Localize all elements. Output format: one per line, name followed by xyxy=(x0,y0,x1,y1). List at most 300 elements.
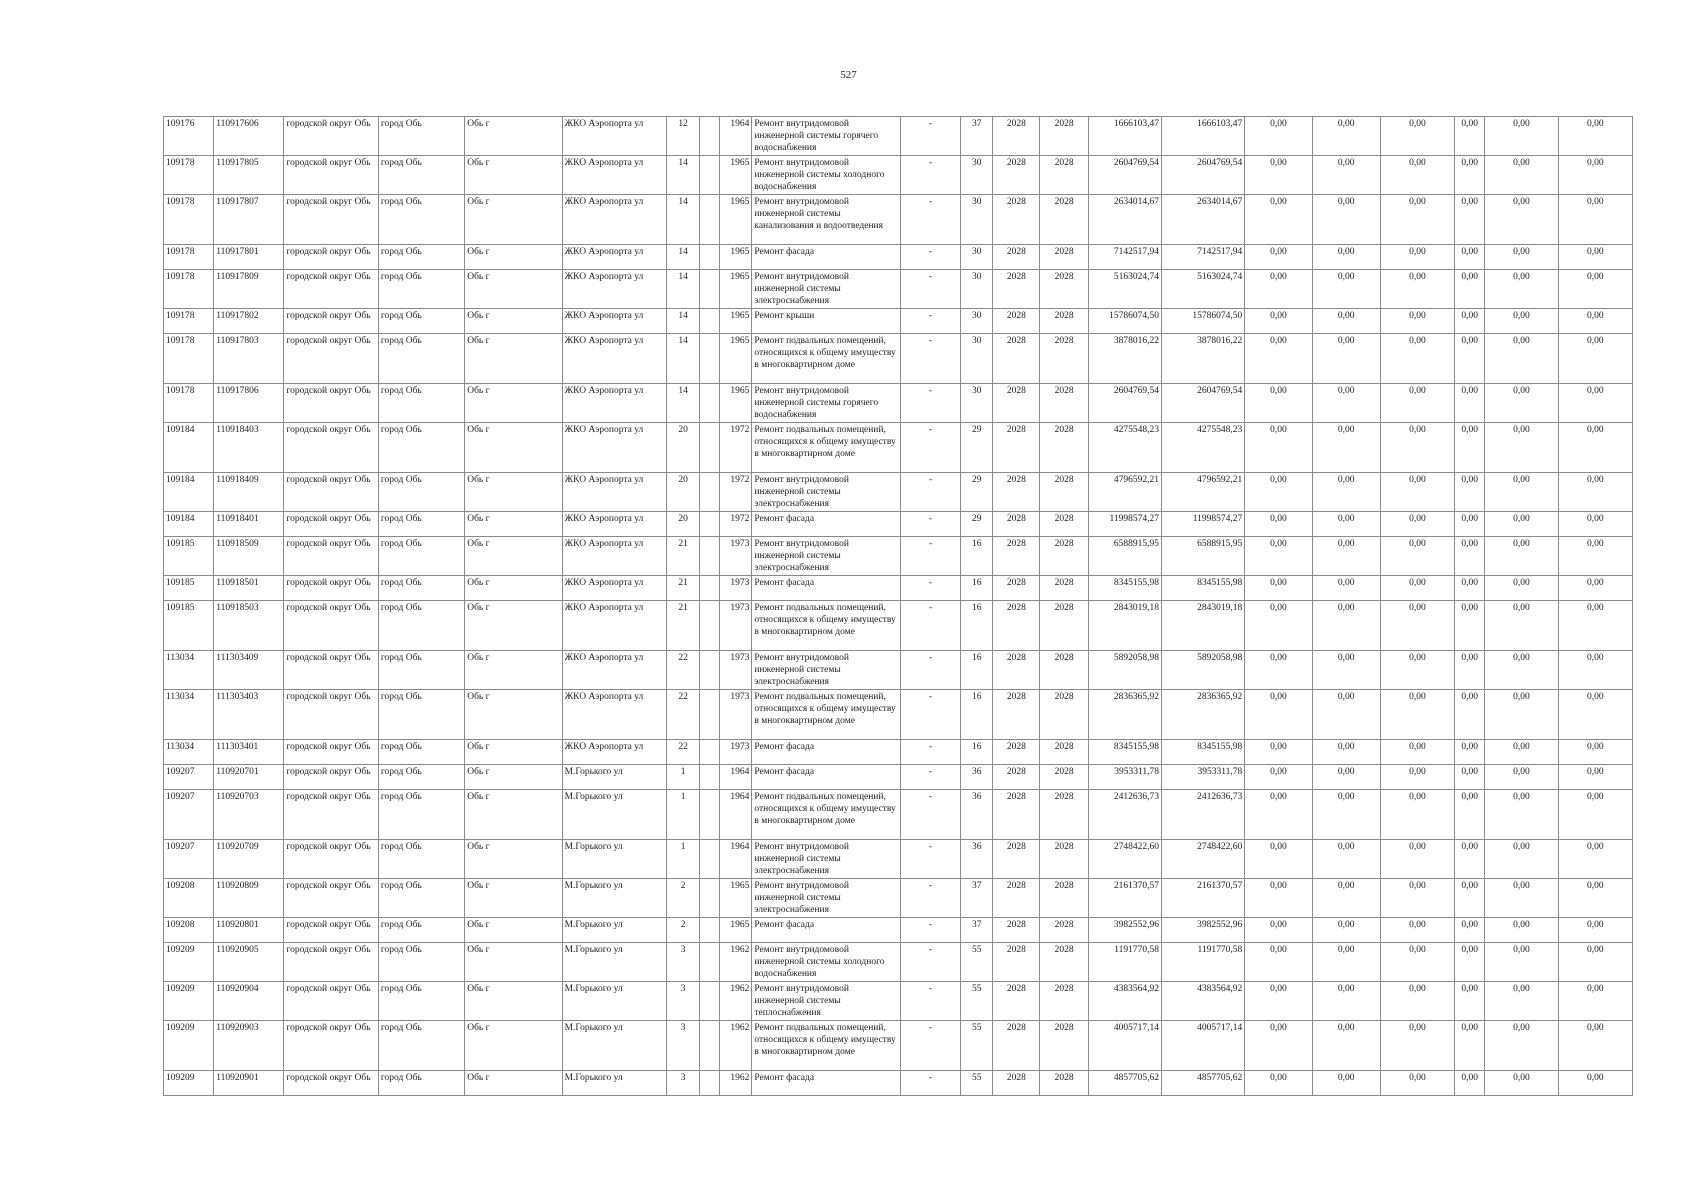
cell-fund-other: 0,00 xyxy=(1485,943,1558,982)
cell-fund-federal: 0,00 xyxy=(1245,384,1312,423)
cell-settlement: город Обь xyxy=(378,765,464,790)
cell-municipal-district: городской округ Обь xyxy=(284,512,378,537)
cell-cost-other: 0,00 xyxy=(1558,156,1632,195)
cell-cost-regional: 2748422,60 xyxy=(1161,840,1244,879)
cell-plan-year-end: 2028 xyxy=(1040,918,1088,943)
cell-house-number: 1 xyxy=(667,765,700,790)
cell-cost-regional: 4796592,21 xyxy=(1161,473,1244,512)
cell-cost-other: 0,00 xyxy=(1558,334,1632,384)
cell-cost-regional: 6588915,95 xyxy=(1161,537,1244,576)
cell-work-unit: - xyxy=(900,840,960,879)
cell-street: ЖКО Аэропорта ул xyxy=(562,334,666,384)
cell-municipal-district: городской округ Обь xyxy=(284,943,378,982)
table-row xyxy=(164,270,1633,309)
cell-municipal-district: городской округ Обь xyxy=(284,651,378,690)
cell-work-unit: - xyxy=(900,270,960,309)
cell-wear-percent: 29 xyxy=(961,423,993,473)
cell-locality: Обь г xyxy=(465,537,562,576)
cell-work-type: Ремонт крыши xyxy=(752,309,901,334)
table-row xyxy=(164,245,1633,270)
cell-plan-year-start: 2028 xyxy=(993,765,1040,790)
cell-locality: Обь г xyxy=(465,576,562,601)
cell-year-built: 1965 xyxy=(720,195,752,245)
cell-cost-total: 15786074,50 xyxy=(1088,309,1161,334)
table-row xyxy=(164,601,1633,651)
cell-municipal-district: городской округ Обь xyxy=(284,537,378,576)
cell-cost-regional: 1666103,47 xyxy=(1161,117,1244,156)
table-row xyxy=(164,537,1633,576)
cell-fund-federal: 0,00 xyxy=(1245,117,1312,156)
cell-plan-year-start: 2028 xyxy=(993,537,1040,576)
table-row xyxy=(164,512,1633,537)
page-number: 527 xyxy=(840,69,857,81)
cell-fund-regional: 0,00 xyxy=(1312,740,1380,765)
cell-fund-federal: 0,00 xyxy=(1245,765,1312,790)
cell-work-id: 110920901 xyxy=(214,1071,284,1096)
cell-building xyxy=(700,195,720,245)
cell-house-id: 109178 xyxy=(164,334,214,384)
cell-municipal-district: городской округ Обь xyxy=(284,576,378,601)
cell-locality: Обь г xyxy=(465,334,562,384)
cell-plan-year-start: 2028 xyxy=(993,156,1040,195)
cell-cost-other: 0,00 xyxy=(1558,918,1632,943)
cell-work-type: Ремонт фасада xyxy=(752,1071,901,1096)
cell-fund-federal: 0,00 xyxy=(1245,982,1312,1021)
table-row xyxy=(164,879,1633,918)
cell-plan-year-end: 2028 xyxy=(1040,740,1088,765)
cell-work-type: Ремонт внутридомовой инженерной системы электроснабжения xyxy=(752,879,901,918)
cell-work-type: Ремонт подвальных помещений, относящихся к общему имуществу в многоквартирном доме xyxy=(752,690,901,740)
cell-fund-local: 0,00 xyxy=(1380,765,1454,790)
cell-street: М.Горького ул xyxy=(562,1071,666,1096)
cell-house-number: 12 xyxy=(667,117,700,156)
cell-settlement: город Обь xyxy=(378,790,464,840)
cell-fund-regional: 0,00 xyxy=(1312,384,1380,423)
cell-street: М.Горького ул xyxy=(562,765,666,790)
cell-work-type: Ремонт внутридомовой инженерной системы канализования и водоотведения xyxy=(752,195,901,245)
cell-work-type: Ремонт внутридомовой инженерной системы холодного водоснабжения xyxy=(752,156,901,195)
cell-plan-year-start: 2028 xyxy=(993,601,1040,651)
cell-year-built: 1962 xyxy=(720,943,752,982)
cell-settlement: город Обь xyxy=(378,943,464,982)
cell-fund-federal: 0,00 xyxy=(1245,840,1312,879)
cell-fund-local: 0,00 xyxy=(1380,384,1454,423)
cell-house-id: 109178 xyxy=(164,195,214,245)
cell-cost-other: 0,00 xyxy=(1558,879,1632,918)
cell-fund-federal: 0,00 xyxy=(1245,1071,1312,1096)
cell-fund-regional: 0,00 xyxy=(1312,1021,1380,1071)
cell-locality: Обь г xyxy=(465,384,562,423)
cell-fund-regional: 0,00 xyxy=(1312,879,1380,918)
cell-cost-other: 0,00 xyxy=(1558,117,1632,156)
cell-street: ЖКО Аэропорта ул xyxy=(562,651,666,690)
cell-cost-total: 2748422,60 xyxy=(1088,840,1161,879)
cell-house-id: 109178 xyxy=(164,270,214,309)
cell-year-built: 1964 xyxy=(720,117,752,156)
cell-plan-year-start: 2028 xyxy=(993,790,1040,840)
cell-cost-other: 0,00 xyxy=(1558,384,1632,423)
cell-locality: Обь г xyxy=(465,117,562,156)
cell-cost-other: 0,00 xyxy=(1558,740,1632,765)
cell-work-id: 110918403 xyxy=(214,423,284,473)
cell-cost-total: 11998574,27 xyxy=(1088,512,1161,537)
cell-plan-year-end: 2028 xyxy=(1040,576,1088,601)
cell-locality: Обь г xyxy=(465,765,562,790)
cell-work-type: Ремонт фасада xyxy=(752,245,901,270)
cell-street: М.Горького ул xyxy=(562,790,666,840)
cell-fund-other: 0,00 xyxy=(1485,384,1558,423)
table-body xyxy=(164,117,1633,1096)
cell-fund-regional: 0,00 xyxy=(1312,840,1380,879)
cell-cost-regional: 2412636,73 xyxy=(1161,790,1244,840)
cell-cost-regional: 4005717,14 xyxy=(1161,1021,1244,1071)
cell-fund-owners: 0,00 xyxy=(1455,740,1485,765)
cell-fund-other: 0,00 xyxy=(1485,840,1558,879)
capital-repair-table xyxy=(163,116,1633,1096)
cell-cost-regional: 3953311,78 xyxy=(1161,765,1244,790)
table-row xyxy=(164,473,1633,512)
cell-wear-percent: 36 xyxy=(961,790,993,840)
cell-fund-owners: 0,00 xyxy=(1455,879,1485,918)
cell-house-number: 21 xyxy=(667,601,700,651)
cell-work-id: 110917809 xyxy=(214,270,284,309)
cell-year-built: 1965 xyxy=(720,309,752,334)
cell-building xyxy=(700,309,720,334)
table-row xyxy=(164,982,1633,1021)
cell-work-id: 110920905 xyxy=(214,943,284,982)
cell-street: М.Горького ул xyxy=(562,943,666,982)
cell-work-type: Ремонт фасада xyxy=(752,765,901,790)
cell-house-number: 14 xyxy=(667,334,700,384)
cell-municipal-district: городской округ Обь xyxy=(284,918,378,943)
cell-fund-owners: 0,00 xyxy=(1455,765,1485,790)
cell-wear-percent: 55 xyxy=(961,1071,993,1096)
cell-settlement: город Обь xyxy=(378,334,464,384)
cell-year-built: 1972 xyxy=(720,423,752,473)
cell-work-type: Ремонт подвальных помещений, относящихся к общему имуществу в многоквартирном доме xyxy=(752,601,901,651)
cell-house-number: 14 xyxy=(667,384,700,423)
cell-settlement: город Обь xyxy=(378,576,464,601)
cell-fund-other: 0,00 xyxy=(1485,117,1558,156)
cell-work-type: Ремонт внутридомовой инженерной системы горячего водоснабжения xyxy=(752,117,901,156)
cell-cost-regional: 2843019,18 xyxy=(1161,601,1244,651)
cell-work-unit: - xyxy=(900,473,960,512)
cell-house-id: 113034 xyxy=(164,690,214,740)
cell-locality: Обь г xyxy=(465,943,562,982)
cell-building xyxy=(700,473,720,512)
cell-fund-local: 0,00 xyxy=(1380,740,1454,765)
cell-locality: Обь г xyxy=(465,309,562,334)
cell-house-id: 109184 xyxy=(164,512,214,537)
cell-wear-percent: 55 xyxy=(961,1021,993,1071)
table-row xyxy=(164,423,1633,473)
cell-fund-regional: 0,00 xyxy=(1312,790,1380,840)
cell-fund-regional: 0,00 xyxy=(1312,982,1380,1021)
cell-work-id: 110918501 xyxy=(214,576,284,601)
cell-cost-other: 0,00 xyxy=(1558,195,1632,245)
cell-fund-regional: 0,00 xyxy=(1312,423,1380,473)
cell-plan-year-start: 2028 xyxy=(993,1021,1040,1071)
cell-fund-regional: 0,00 xyxy=(1312,651,1380,690)
cell-work-unit: - xyxy=(900,1071,960,1096)
cell-building xyxy=(700,117,720,156)
cell-fund-local: 0,00 xyxy=(1380,473,1454,512)
cell-wear-percent: 36 xyxy=(961,840,993,879)
cell-fund-federal: 0,00 xyxy=(1245,740,1312,765)
cell-street: М.Горького ул xyxy=(562,879,666,918)
cell-work-unit: - xyxy=(900,245,960,270)
cell-house-number: 3 xyxy=(667,1021,700,1071)
cell-plan-year-end: 2028 xyxy=(1040,840,1088,879)
cell-house-number: 20 xyxy=(667,473,700,512)
cell-work-unit: - xyxy=(900,651,960,690)
cell-house-id: 109208 xyxy=(164,879,214,918)
cell-year-built: 1964 xyxy=(720,765,752,790)
cell-fund-regional: 0,00 xyxy=(1312,473,1380,512)
cell-year-built: 1965 xyxy=(720,270,752,309)
cell-house-id: 109184 xyxy=(164,473,214,512)
cell-house-number: 21 xyxy=(667,576,700,601)
cell-year-built: 1973 xyxy=(720,576,752,601)
cell-work-id: 110920904 xyxy=(214,982,284,1021)
cell-locality: Обь г xyxy=(465,195,562,245)
cell-fund-regional: 0,00 xyxy=(1312,195,1380,245)
cell-building xyxy=(700,1071,720,1096)
cell-house-id: 109176 xyxy=(164,117,214,156)
cell-fund-local: 0,00 xyxy=(1380,512,1454,537)
cell-municipal-district: городской округ Обь xyxy=(284,601,378,651)
cell-municipal-district: городской округ Обь xyxy=(284,334,378,384)
cell-work-type: Ремонт внутридомовой инженерной системы электроснабжения xyxy=(752,651,901,690)
cell-house-id: 109209 xyxy=(164,1021,214,1071)
cell-work-unit: - xyxy=(900,690,960,740)
cell-house-id: 109209 xyxy=(164,982,214,1021)
cell-plan-year-end: 2028 xyxy=(1040,245,1088,270)
cell-cost-other: 0,00 xyxy=(1558,423,1632,473)
cell-plan-year-start: 2028 xyxy=(993,690,1040,740)
cell-settlement: город Обь xyxy=(378,601,464,651)
cell-settlement: город Обь xyxy=(378,840,464,879)
cell-wear-percent: 37 xyxy=(961,879,993,918)
cell-cost-other: 0,00 xyxy=(1558,473,1632,512)
cell-house-id: 109178 xyxy=(164,245,214,270)
cell-fund-local: 0,00 xyxy=(1380,943,1454,982)
cell-plan-year-end: 2028 xyxy=(1040,765,1088,790)
cell-street: ЖКО Аэропорта ул xyxy=(562,270,666,309)
cell-cost-total: 5163024,74 xyxy=(1088,270,1161,309)
cell-house-id: 109178 xyxy=(164,309,214,334)
cell-fund-local: 0,00 xyxy=(1380,601,1454,651)
cell-fund-regional: 0,00 xyxy=(1312,537,1380,576)
cell-plan-year-end: 2028 xyxy=(1040,156,1088,195)
cell-street: ЖКО Аэропорта ул xyxy=(562,423,666,473)
table-row xyxy=(164,384,1633,423)
cell-work-unit: - xyxy=(900,943,960,982)
cell-cost-regional: 5892058,98 xyxy=(1161,651,1244,690)
cell-building xyxy=(700,840,720,879)
cell-house-id: 109207 xyxy=(164,765,214,790)
cell-fund-federal: 0,00 xyxy=(1245,601,1312,651)
cell-cost-other: 0,00 xyxy=(1558,245,1632,270)
cell-plan-year-end: 2028 xyxy=(1040,270,1088,309)
cell-fund-local: 0,00 xyxy=(1380,156,1454,195)
cell-locality: Обь г xyxy=(465,1021,562,1071)
cell-plan-year-end: 2028 xyxy=(1040,195,1088,245)
cell-fund-owners: 0,00 xyxy=(1455,690,1485,740)
table-row xyxy=(164,117,1633,156)
cell-fund-other: 0,00 xyxy=(1485,1021,1558,1071)
cell-year-built: 1973 xyxy=(720,601,752,651)
cell-municipal-district: городской округ Обь xyxy=(284,195,378,245)
cell-fund-local: 0,00 xyxy=(1380,334,1454,384)
cell-municipal-district: городской округ Обь xyxy=(284,690,378,740)
cell-wear-percent: 30 xyxy=(961,245,993,270)
cell-fund-local: 0,00 xyxy=(1380,690,1454,740)
cell-fund-local: 0,00 xyxy=(1380,117,1454,156)
cell-work-id: 110917606 xyxy=(214,117,284,156)
cell-locality: Обь г xyxy=(465,879,562,918)
cell-wear-percent: 30 xyxy=(961,334,993,384)
table-row xyxy=(164,576,1633,601)
cell-house-id: 109209 xyxy=(164,943,214,982)
cell-wear-percent: 16 xyxy=(961,601,993,651)
cell-locality: Обь г xyxy=(465,601,562,651)
cell-settlement: город Обь xyxy=(378,1071,464,1096)
cell-house-number: 14 xyxy=(667,195,700,245)
cell-fund-other: 0,00 xyxy=(1485,576,1558,601)
cell-cost-total: 3982552,96 xyxy=(1088,918,1161,943)
cell-municipal-district: городской округ Обь xyxy=(284,117,378,156)
cell-cost-regional: 4857705,62 xyxy=(1161,1071,1244,1096)
cell-work-type: Ремонт фасада xyxy=(752,918,901,943)
cell-street: ЖКО Аэропорта ул xyxy=(562,195,666,245)
cell-street: ЖКО Аэропорта ул xyxy=(562,601,666,651)
cell-work-id: 110920701 xyxy=(214,765,284,790)
cell-settlement: город Обь xyxy=(378,982,464,1021)
cell-fund-other: 0,00 xyxy=(1485,195,1558,245)
cell-plan-year-end: 2028 xyxy=(1040,690,1088,740)
cell-settlement: город Обь xyxy=(378,270,464,309)
cell-plan-year-start: 2028 xyxy=(993,918,1040,943)
cell-work-type: Ремонт внутридомовой инженерной системы электроснабжения xyxy=(752,473,901,512)
cell-house-number: 2 xyxy=(667,879,700,918)
cell-work-type: Ремонт внутридомовой инженерной системы теплоснабжения xyxy=(752,982,901,1021)
cell-house-id: 113034 xyxy=(164,651,214,690)
cell-cost-other: 0,00 xyxy=(1558,537,1632,576)
cell-plan-year-start: 2028 xyxy=(993,334,1040,384)
cell-fund-other: 0,00 xyxy=(1485,765,1558,790)
cell-plan-year-start: 2028 xyxy=(993,1071,1040,1096)
cell-work-type: Ремонт внутридомовой инженерной системы холодного водоснабжения xyxy=(752,943,901,982)
cell-settlement: город Обь xyxy=(378,473,464,512)
cell-plan-year-end: 2028 xyxy=(1040,879,1088,918)
cell-fund-regional: 0,00 xyxy=(1312,117,1380,156)
cell-fund-federal: 0,00 xyxy=(1245,918,1312,943)
cell-year-built: 1965 xyxy=(720,156,752,195)
cell-fund-regional: 0,00 xyxy=(1312,156,1380,195)
cell-plan-year-start: 2028 xyxy=(993,576,1040,601)
cell-building xyxy=(700,601,720,651)
table-row xyxy=(164,918,1633,943)
cell-fund-federal: 0,00 xyxy=(1245,270,1312,309)
cell-street: ЖКО Аэропорта ул xyxy=(562,156,666,195)
table-row xyxy=(164,156,1633,195)
cell-house-number: 22 xyxy=(667,740,700,765)
cell-work-unit: - xyxy=(900,765,960,790)
cell-house-id: 109207 xyxy=(164,840,214,879)
cell-locality: Обь г xyxy=(465,270,562,309)
cell-settlement: город Обь xyxy=(378,651,464,690)
cell-fund-local: 0,00 xyxy=(1380,576,1454,601)
cell-year-built: 1973 xyxy=(720,537,752,576)
cell-fund-owners: 0,00 xyxy=(1455,918,1485,943)
cell-fund-local: 0,00 xyxy=(1380,840,1454,879)
cell-street: ЖКО Аэропорта ул xyxy=(562,245,666,270)
cell-work-unit: - xyxy=(900,309,960,334)
cell-wear-percent: 29 xyxy=(961,512,993,537)
cell-house-number: 2 xyxy=(667,918,700,943)
cell-cost-other: 0,00 xyxy=(1558,765,1632,790)
cell-fund-federal: 0,00 xyxy=(1245,309,1312,334)
cell-house-id: 109178 xyxy=(164,156,214,195)
cell-work-id: 110920903 xyxy=(214,1021,284,1071)
cell-plan-year-end: 2028 xyxy=(1040,601,1088,651)
cell-street: М.Горького ул xyxy=(562,1021,666,1071)
cell-year-built: 1965 xyxy=(720,384,752,423)
cell-building xyxy=(700,334,720,384)
cell-work-id: 110920709 xyxy=(214,840,284,879)
cell-fund-federal: 0,00 xyxy=(1245,651,1312,690)
table-row xyxy=(164,1021,1633,1071)
cell-street: ЖКО Аэропорта ул xyxy=(562,740,666,765)
cell-settlement: город Обь xyxy=(378,1021,464,1071)
cell-locality: Обь г xyxy=(465,1071,562,1096)
cell-work-id: 110918409 xyxy=(214,473,284,512)
cell-building xyxy=(700,918,720,943)
cell-cost-regional: 8345155,98 xyxy=(1161,740,1244,765)
cell-cost-total: 6588915,95 xyxy=(1088,537,1161,576)
cell-work-id: 110917803 xyxy=(214,334,284,384)
cell-house-number: 20 xyxy=(667,512,700,537)
cell-fund-other: 0,00 xyxy=(1485,601,1558,651)
cell-work-unit: - xyxy=(900,117,960,156)
cell-fund-other: 0,00 xyxy=(1485,1071,1558,1096)
table-row xyxy=(164,740,1633,765)
cell-fund-regional: 0,00 xyxy=(1312,943,1380,982)
cell-work-id: 111303403 xyxy=(214,690,284,740)
cell-wear-percent: 16 xyxy=(961,740,993,765)
cell-cost-total: 3878016,22 xyxy=(1088,334,1161,384)
cell-plan-year-end: 2028 xyxy=(1040,651,1088,690)
cell-work-id: 110917806 xyxy=(214,384,284,423)
cell-fund-regional: 0,00 xyxy=(1312,1071,1380,1096)
table-row xyxy=(164,651,1633,690)
cell-municipal-district: городской округ Обь xyxy=(284,270,378,309)
cell-work-unit: - xyxy=(900,156,960,195)
cell-municipal-district: городской округ Обь xyxy=(284,384,378,423)
cell-fund-owners: 0,00 xyxy=(1455,601,1485,651)
cell-fund-federal: 0,00 xyxy=(1245,537,1312,576)
cell-building xyxy=(700,765,720,790)
cell-fund-local: 0,00 xyxy=(1380,879,1454,918)
cell-cost-regional: 4275548,23 xyxy=(1161,423,1244,473)
cell-cost-total: 2634014,67 xyxy=(1088,195,1161,245)
cell-building xyxy=(700,537,720,576)
cell-fund-federal: 0,00 xyxy=(1245,473,1312,512)
cell-building xyxy=(700,651,720,690)
cell-cost-other: 0,00 xyxy=(1558,840,1632,879)
cell-work-unit: - xyxy=(900,423,960,473)
